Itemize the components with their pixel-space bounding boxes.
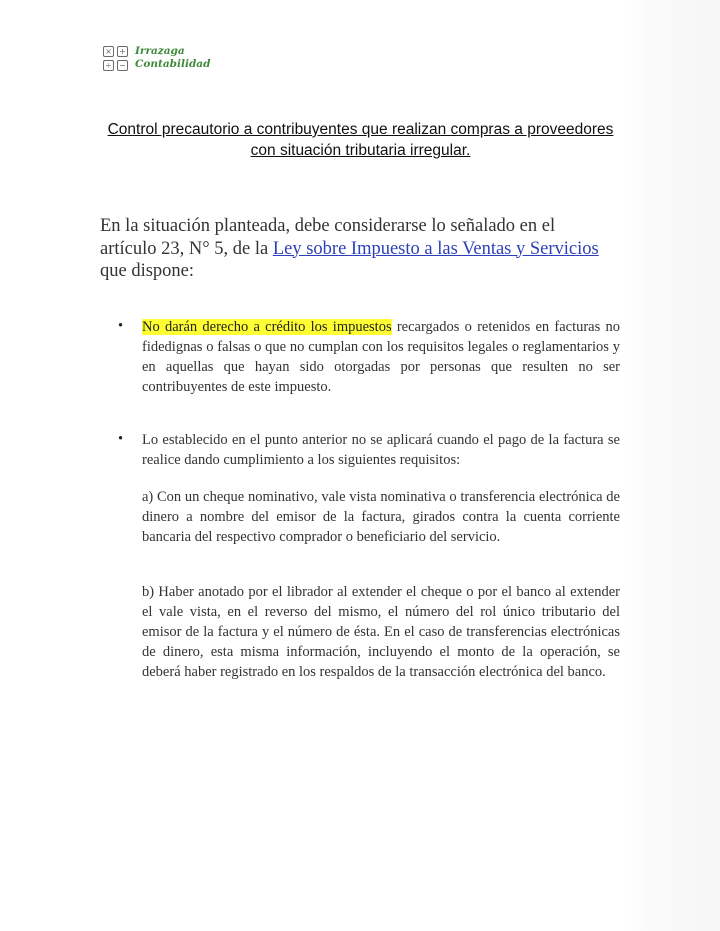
multiply-icon: × — [103, 46, 114, 57]
sub-item-a: a) Con un cheque nominativo, vale vista nominativa o transferencia electrónica de dinero a nombre del emisor de la factura, girados contra la cuenta corriente bancaria del respectivo comprador o beneficiario del servicio. — [142, 489, 620, 545]
page-edge-shade — [622, 0, 720, 931]
list-item-1 — [142, 317, 620, 397]
plus-icon: + — [117, 46, 128, 57]
law-link[interactable]: Ley sobre Impuesto a las Ventas y Servicios — [272, 238, 599, 259]
intro-paragraph — [100, 215, 600, 283]
intro-text-before: En la situación planteada, debe considerarse lo señalado en el artículo 23, N° 5, de la — [100, 216, 556, 259]
minus-icon: − — [117, 60, 128, 71]
calculator-icon — [103, 46, 128, 71]
bullet-1-icon: • — [118, 318, 124, 334]
highlighted-text: No darán derecho a crédito los impuestos — [142, 319, 392, 335]
logo-line-2: Contabilidad — [135, 58, 211, 70]
list-item-2: Lo establecido en el punto anterior no se aplicará cuando el pago de la factura se realice dando cumplimiento a los siguientes requisitos: — [142, 432, 620, 468]
logo-text — [135, 45, 210, 71]
list-item-1-text: recargados o retenidos en facturas no fidedignas o falsas o que no cumplan con los requisitos legales o reglamentarios y en aquellas que hayan sido otorgadas por personas que resulten no ser contribuyentes de este impuesto. — [142, 319, 620, 395]
sub-item-b: b) Haber anotado por el librador al extender el cheque o por el banco al extender el vale vista, en el reverso del mismo, el número del rol único tributario del emisor de la factura y el número de ésta. En el caso de transferencias electrónicas de dinero, esta misma información, incluyendo el monto de la operación, se deberá haber registrado en los respaldos de la transacción electrónica del banco. — [142, 584, 620, 680]
company-logo — [103, 45, 210, 71]
page-title: Control precautorio a contribuyentes que realizan compras a proveedores con situación tributaria irregular. — [107, 121, 614, 159]
logo-line-1: Irrazaga — [135, 45, 185, 57]
intro-text-after: que dispone: — [100, 261, 195, 281]
bullet-2-icon: • — [118, 431, 124, 447]
divide-icon: ÷ — [103, 60, 114, 71]
